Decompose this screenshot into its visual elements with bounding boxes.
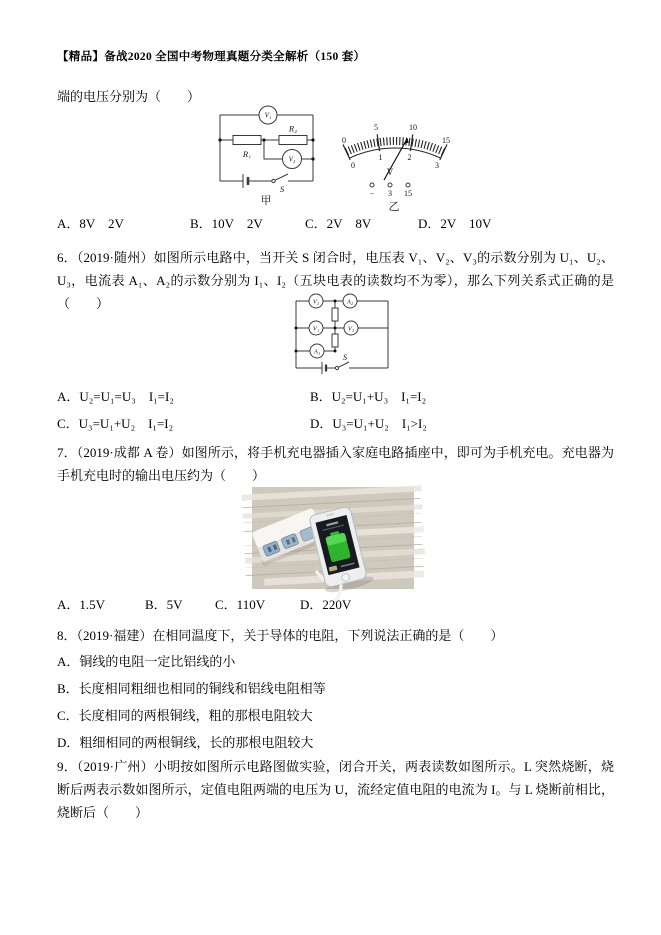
q8-stem: 8．（2019·福建）在相同温度下，关于导体的电阻，下列说法正确的是（ ）: [57, 628, 504, 643]
junction-dot: [218, 138, 221, 141]
figure-caption-yi: 乙: [388, 201, 400, 213]
junction-dot: [311, 157, 314, 160]
scale-ticks: [346, 141, 443, 152]
a1-label: A₁: [313, 348, 321, 356]
q7-stem: 7．（2019·成都 A 卷）如图所示，将手机充电器插入家庭电路插座中，即可为手机充电。充电器为手机充电时的输出电压约为（ ）: [57, 445, 614, 483]
circuit-wires: [220, 115, 313, 181]
q6-option-d: D．U₃=U₁+U₂ I₁>I₂: [310, 416, 427, 431]
unit-label: V: [386, 167, 394, 177]
q6-option-a: A．U₂=U₁=U₃ I₁=I₂: [57, 389, 174, 404]
q6-circuit-figure: [289, 289, 399, 381]
v1-label: V₁: [312, 325, 320, 333]
terminal-minus-label: −: [369, 189, 375, 198]
inner-3: 3: [435, 161, 439, 170]
q8-option-a: A．铜线的电阻一定比铝线的小: [57, 654, 236, 669]
q8-option-d: D．粗细相同的两根铜线，长的那根电阻较大: [57, 735, 314, 750]
inner-0: 0: [351, 161, 355, 170]
switch-pivot: [272, 179, 275, 182]
q7-option-a: A．1.5V: [57, 597, 106, 612]
switch-icon: [275, 174, 288, 180]
v2-label: V₂: [312, 298, 320, 306]
q6-option-b: B．U₂=U₁+U₃ I₁=I₂: [310, 389, 427, 404]
switch-label: S: [343, 353, 347, 362]
q8-option-c: C．长度相同的两根铜线，粗的那根电阻较大: [57, 708, 313, 723]
circuit-wires: [296, 301, 388, 368]
junction-dot: [334, 300, 337, 303]
r1-label: R₁: [242, 149, 252, 159]
switch-label: S: [279, 184, 285, 194]
q5-option-d: D．2V 10V: [418, 216, 492, 231]
page-header: 【精品】备战2020 全国中考物理真题分类全解析（150 套）: [57, 51, 366, 63]
v2-label: V₂: [288, 155, 296, 164]
r2-label: R₂: [288, 123, 298, 134]
outer-15: 15: [442, 136, 450, 145]
q6-option-c: C．U₃=U₁+U₂ I₁=I₂: [57, 416, 174, 431]
q5-option-b: B．10V 2V: [190, 216, 263, 231]
q5-option-a: A．8V 2V: [57, 216, 124, 231]
voltmeter-yi-figure: [338, 112, 452, 212]
phone-charging-photo: [252, 487, 414, 589]
a2-label: A₂: [346, 298, 354, 306]
q7-option-d: D．220V: [300, 597, 352, 612]
junction-dot: [334, 327, 337, 330]
terminal-3-label: 3: [388, 189, 392, 198]
junction-dot: [334, 350, 337, 353]
outer-10: 10: [409, 123, 417, 132]
q5-stem-tail: 端的电压分别为（ ）: [57, 89, 201, 104]
resistor-bottom: [332, 334, 338, 347]
junction-dot: [295, 327, 298, 330]
inner-2: 2: [407, 153, 412, 162]
terminal-15-label: 15: [404, 189, 412, 198]
circuit-jia-figure: [206, 104, 336, 208]
q6-stem: 6．（2019·随州）如图所示电路中，当开关 S 闭合时，电压表 V₁、V₂、V₃的示数分别为 U₁、U₂、U₃，电流表 A₁、A₂的示数分别为 I₁、I₂（五块电表的读数均不为零），那么下列关系式正确的是（ ）: [57, 250, 614, 311]
figure-caption-jia: 甲: [260, 195, 272, 207]
q7-option-c: C．110V: [215, 597, 266, 612]
q5-option-c: C．2V 8V: [305, 216, 372, 231]
v3-label: V₃: [347, 325, 355, 333]
v1-label: V₁: [264, 111, 272, 120]
resistor-top: [332, 308, 338, 321]
terminal-15v: [406, 183, 410, 187]
junction-dot: [262, 138, 265, 141]
inner-1: 1: [378, 153, 383, 162]
terminal-minus: [370, 183, 374, 187]
q7-option-b: B．5V: [145, 597, 183, 612]
q8-option-b: B．长度相同粗细也相同的铜线和铝线电阻相等: [57, 681, 326, 696]
q9-stem: 9．（2019·广州）小明按如图所示电路图做实验，闭合开关，两表读数如图所示。L 突然烧断，烧断后两表示数如图所示，定值电阻两端的电压为 U，流经定值电阻的电流为 I。与 L 烧断前相比，烧断后（ ）: [57, 759, 614, 820]
resistor-r1: [233, 136, 261, 145]
outer-5: 5: [374, 123, 378, 132]
resistor-r2: [279, 136, 307, 145]
outer-0: 0: [342, 136, 346, 145]
switch-icon: [339, 362, 349, 367]
junction-dot: [295, 350, 298, 353]
junction-dot: [311, 138, 314, 141]
terminal-3v: [388, 183, 392, 187]
switch-pivot: [335, 366, 338, 369]
